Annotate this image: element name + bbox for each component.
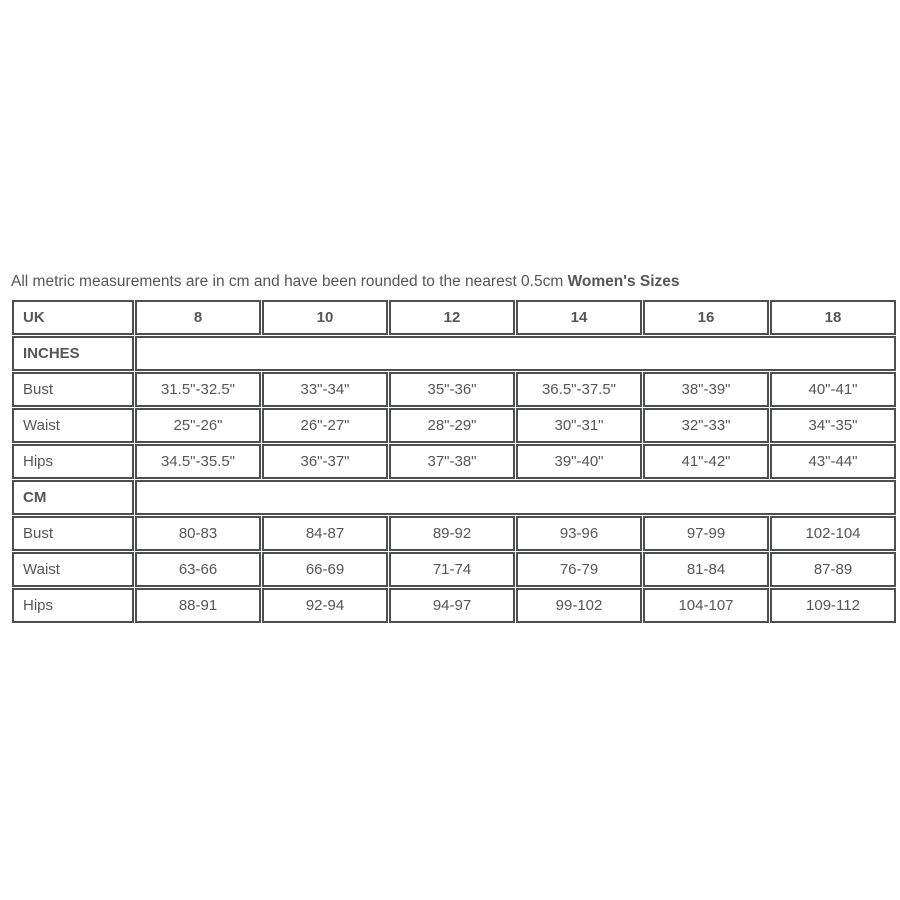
measurement-cell: 43"-44"	[770, 444, 896, 479]
table-header-row	[12, 300, 896, 335]
row-label-cell: Bust	[12, 372, 134, 407]
measurement-cell: 34"-35"	[770, 408, 896, 443]
measurement-cell: 71-74	[389, 552, 515, 587]
size-guide-section	[11, 272, 891, 624]
intro-title: Women's Sizes	[567, 273, 680, 290]
measurement-cell: 80-83	[135, 516, 261, 551]
table-row-cm-hips	[12, 588, 896, 623]
measurement-cell: 31.5"-32.5"	[135, 372, 261, 407]
size-header-cell: 18	[770, 300, 896, 335]
measurement-cell: 38"-39"	[643, 372, 769, 407]
table-row-inches-waist	[12, 408, 896, 443]
row-label-cell: Hips	[12, 444, 134, 479]
measurement-cell: 34.5"-35.5"	[135, 444, 261, 479]
measurement-cell: 36.5"-37.5"	[516, 372, 642, 407]
intro-note: All metric measurements are in cm and have been rounded to the nearest 0.5cm	[11, 273, 564, 290]
measurement-cell: 66-69	[262, 552, 388, 587]
measurement-cell: 33"-34"	[262, 372, 388, 407]
measurement-cell: 76-79	[516, 552, 642, 587]
section-spacer-cell	[135, 480, 896, 515]
measurement-cell: 97-99	[643, 516, 769, 551]
measurement-cell: 32"-33"	[643, 408, 769, 443]
measurement-cell: 37"-38"	[389, 444, 515, 479]
table-row-inches-bust	[12, 372, 896, 407]
section-label-cell: CM	[12, 480, 134, 515]
row-label-cell: Waist	[12, 552, 134, 587]
measurement-cell: 109-112	[770, 588, 896, 623]
measurement-cell: 26"-27"	[262, 408, 388, 443]
measurement-cell: 102-104	[770, 516, 896, 551]
intro-text	[11, 272, 891, 291]
measurement-cell: 94-97	[389, 588, 515, 623]
measurement-cell: 40"-41"	[770, 372, 896, 407]
table-row-cm-waist	[12, 552, 896, 587]
measurement-cell: 89-92	[389, 516, 515, 551]
measurement-cell: 104-107	[643, 588, 769, 623]
measurement-cell: 41"-42"	[643, 444, 769, 479]
measurement-cell: 39"-40"	[516, 444, 642, 479]
measurement-cell: 63-66	[135, 552, 261, 587]
section-row-cm	[12, 480, 896, 515]
measurement-cell: 88-91	[135, 588, 261, 623]
size-header-cell: 8	[135, 300, 261, 335]
table-row-cm-bust	[12, 516, 896, 551]
measurement-cell: 99-102	[516, 588, 642, 623]
size-chart-table	[11, 299, 897, 624]
uk-header-cell: UK	[12, 300, 134, 335]
measurement-cell: 81-84	[643, 552, 769, 587]
measurement-cell: 30"-31"	[516, 408, 642, 443]
measurement-cell: 93-96	[516, 516, 642, 551]
section-spacer-cell	[135, 336, 896, 371]
section-row-inches	[12, 336, 896, 371]
table-row-inches-hips	[12, 444, 896, 479]
row-label-cell: Hips	[12, 588, 134, 623]
size-header-cell: 16	[643, 300, 769, 335]
row-label-cell: Bust	[12, 516, 134, 551]
size-header-cell: 10	[262, 300, 388, 335]
measurement-cell: 84-87	[262, 516, 388, 551]
measurement-cell: 28"-29"	[389, 408, 515, 443]
measurement-cell: 92-94	[262, 588, 388, 623]
size-header-cell: 14	[516, 300, 642, 335]
measurement-cell: 87-89	[770, 552, 896, 587]
size-header-cell: 12	[389, 300, 515, 335]
row-label-cell: Waist	[12, 408, 134, 443]
measurement-cell: 35"-36"	[389, 372, 515, 407]
measurement-cell: 25"-26"	[135, 408, 261, 443]
section-label-cell: INCHES	[12, 336, 134, 371]
measurement-cell: 36"-37"	[262, 444, 388, 479]
